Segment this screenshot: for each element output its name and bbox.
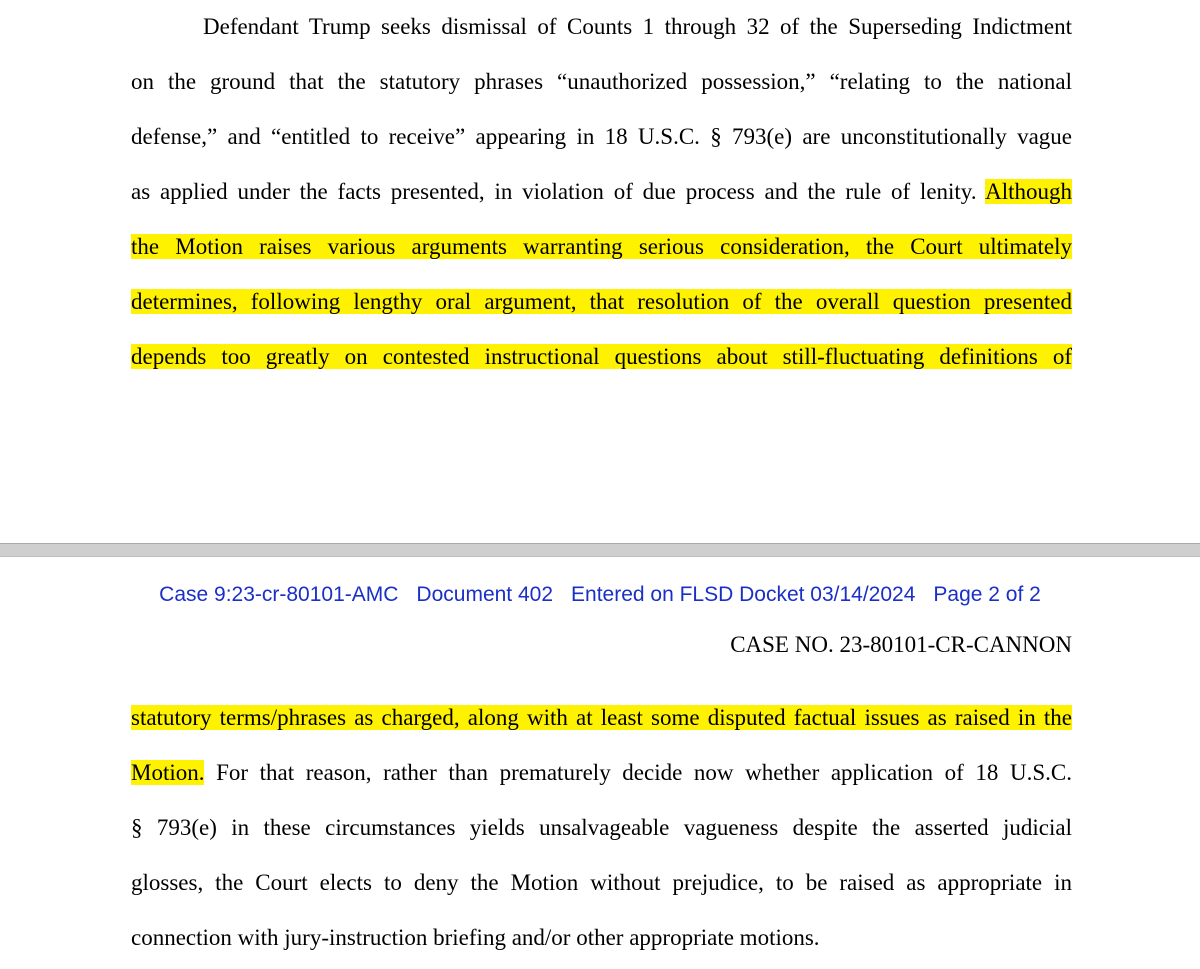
paragraph-line: [131, 232, 1072, 262]
paragraph-line-last: [131, 923, 1072, 953]
paragraph-line: [131, 67, 1072, 97]
header-document: Document 402: [416, 583, 554, 606]
paragraph-line: [131, 868, 1072, 898]
line-text: defense,” and “entitled to receive” appearing in 18 U.S.C. § 793(e) are unconstitutionally vague: [131, 124, 1072, 149]
paragraph-line: [131, 287, 1072, 317]
paragraph-line: [131, 758, 1072, 788]
header-page: Page 2 of 2: [933, 583, 1041, 606]
paragraph-line: [131, 177, 1072, 207]
case-number: CASE NO. 23-80101-CR-CANNON: [730, 632, 1072, 657]
header-case: Case 9:23-cr-80101-AMC: [159, 583, 399, 606]
docket-header-stamp: [0, 580, 1200, 610]
line-text: connection with jury-instruction briefing and/or other appropriate motions.: [131, 925, 820, 950]
line-text: § 793(e) in these circumstances yields unsalvageable vagueness despite the asserted judicial: [131, 815, 1072, 840]
paragraph-line: [131, 813, 1072, 843]
highlighted-text: statutory terms/phrases as charged, along with at least some disputed factual issues as raised in the: [131, 705, 1072, 730]
header-entered: Entered on FLSD Docket 03/14/2024: [571, 583, 916, 606]
paragraph-line: [131, 122, 1072, 152]
line-text: glosses, the Court elects to deny the Motion without prejudice, to be raised as appropriate in: [131, 870, 1072, 895]
line-text: For that reason, rather than prematurely decide now whether application of 18 U.S.C.: [216, 760, 1072, 785]
paragraph-line: [131, 342, 1072, 372]
line-text: on the ground that the statutory phrases “unauthorized possession,” “relating to the national: [131, 69, 1072, 94]
line-text: Defendant Trump seeks dismissal of Counts 1 through 32 of the Superseding Indictment: [203, 14, 1072, 39]
highlighted-text: the Motion raises various arguments warranting serious consideration, the Court ultimately: [131, 234, 1072, 259]
line-text: as applied under the facts presented, in violation of due process and the rule of lenity.: [131, 179, 977, 204]
paragraph-line: [131, 703, 1072, 733]
page-separator: [0, 543, 1200, 557]
highlighted-text: determines, following lengthy oral argument, that resolution of the overall question presented: [131, 289, 1072, 314]
highlighted-text: Although: [985, 179, 1073, 204]
paragraph-line: [131, 12, 1072, 42]
highlighted-text: depends too greatly on contested instructional questions about still-fluctuating definitions of: [131, 344, 1072, 369]
highlighted-text: Motion.: [131, 760, 205, 785]
